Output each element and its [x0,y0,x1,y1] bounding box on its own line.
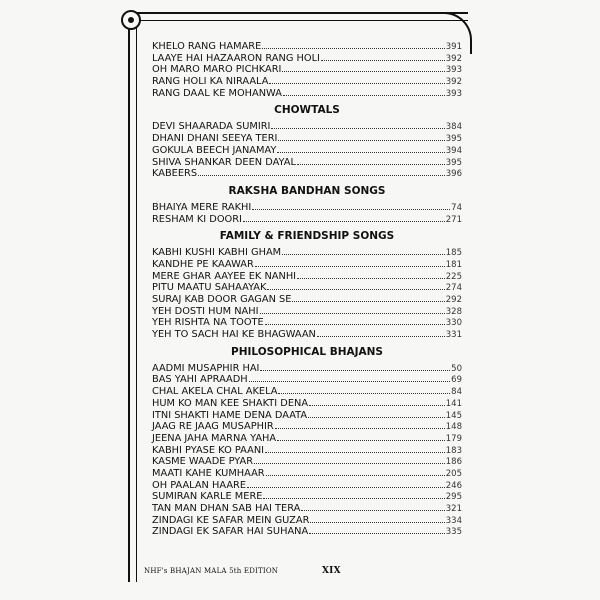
dot-leader [278,385,450,394]
entry-title: YEH TO SACH HAI KE BHAGWAAN [152,329,316,341]
left-border-rule [128,12,137,582]
dot-leader [278,132,444,141]
dot-leader [254,455,445,464]
entry-page-number: 183 [445,445,462,456]
entry-title: KABEERS [152,168,198,180]
entry-title: DEVI SHAARADA SUMIRI [152,121,271,133]
entry-title: ZINDAGI KE SAFAR MEIN GUZAR [152,514,310,526]
section-heading: PHILOSOPHICAL BHAJANS [231,345,383,358]
entry-page-number: 274 [445,283,462,294]
toc-entry [152,455,462,467]
dot-leader [260,362,450,371]
dot-leader [271,120,444,129]
dot-leader [297,270,445,279]
toc-entry [152,373,462,385]
entry-page-number: 148 [445,422,462,433]
page-number: XIX [322,566,341,576]
dot-leader [262,40,444,49]
entry-page-number: 384 [445,122,462,133]
section-heading: FAMILY & FRIENDSHIP SONGS [219,230,395,243]
dot-leader [301,502,444,511]
entry-title: SHIVA SHANKAR DEEN DAYAL [152,156,296,168]
entry-title: BHAIYA MERE RAKHI [152,201,252,213]
dot-leader [255,258,445,267]
entry-title: KABHI KUSHI KABHI GHAM [152,247,282,259]
entry-title: BAS YAHI APRAADH [152,374,248,386]
toc-entry [152,167,462,179]
section-heading: CHOWTALS [274,104,340,117]
entry-page-number: 141 [445,398,462,409]
toc-entry [152,213,462,225]
toc-entry [152,479,462,491]
entry-page-number: 321 [445,504,462,514]
toc-entry [152,432,462,444]
entry-page-number: 394 [445,145,462,156]
entry-page-number: 393 [445,65,462,76]
dot-leader [252,201,450,210]
dot-leader [309,397,445,406]
entry-title: RESHAM KI DOORI [152,213,242,225]
entry-page-number: 186 [445,457,462,468]
entry-page-number: 331 [445,330,462,341]
dot-leader [198,167,445,176]
entry-title: RANG DAAL KE MOHANWA [152,87,282,99]
dot-leader [282,246,445,255]
entry-title: SURAJ KAB DOOR GAGAN SE [152,294,292,305]
entry-title: YEH RISHTA NA TOOTE [152,317,264,329]
entry-title: HUM KO MAN KEE SHAKTI DENA [152,397,309,409]
entry-page-number: 330 [445,318,462,329]
entry-title: JEENA JAHA MARNA YAHA [152,432,277,444]
entry-title: KASME WAADE PYAR [152,456,254,468]
corner-ornament-icon [121,10,141,30]
entry-title: ITNI SHAKTI HAME DENA DAATA [152,409,308,421]
entry-page-number: 328 [445,306,462,317]
entry-page-number: 396 [445,169,462,180]
toc-entry [152,156,462,168]
toc-entry [152,444,462,456]
entry-page-number: 395 [445,134,462,145]
dot-leader [269,75,444,84]
entry-page-number: 179 [445,433,462,444]
toc-entry [152,305,462,317]
entry-title: DHANI DHANI SEEYA TERI [152,133,278,145]
entry-title: MERE GHAR AAYEE EK NANHI [152,270,297,282]
dot-leader [282,63,444,72]
entry-page-number: 205 [445,468,462,479]
entry-page-number: 181 [445,259,462,270]
entry-page-number: 225 [445,271,462,282]
entry-page-number: 292 [445,295,462,305]
entry-title: TAN MAN DHAN SAB HAI TERA [152,503,301,514]
entry-title: LAAYE HAI HAZAARON RANG HOLI [152,52,320,64]
toc-entry [152,409,462,421]
dot-leader [309,525,445,534]
toc-entry [152,316,462,328]
dot-leader [260,305,445,314]
entry-page-number: 145 [445,410,462,421]
entry-page-number: 69 [451,375,462,386]
entry-title: KABHI PYASE KO PAANI [152,444,265,456]
toc-entry [152,63,462,75]
dot-leader [308,409,445,418]
dot-leader [321,52,445,61]
toc-entry [152,87,462,99]
entry-page-number: 395 [445,157,462,168]
dot-leader [275,420,445,429]
entry-title: KANDHE PE KAAWAR [152,258,254,270]
entry-page-number: 393 [445,88,462,99]
top-border-rule [128,12,468,21]
entry-title: MAATI KAHE KUMHAAR [152,467,265,479]
entry-page-number: 271 [445,214,462,225]
entry-title: KHELO RANG HAMARE [152,41,262,52]
edition-text: NHF's BHAJAN MALA 5th EDITION [144,567,279,575]
toc-entry [152,132,462,144]
toc-entry [152,258,462,270]
toc-entry [152,385,462,397]
dot-leader [263,490,444,499]
entry-page-number: 334 [445,515,462,526]
entry-title: CHAL AKELA CHAL AKELA [152,386,278,398]
dot-leader [292,293,444,302]
toc-entry [152,75,462,87]
entry-page-number: 50 [451,363,462,374]
toc-entry [152,52,462,64]
entry-title: JAAG RE JAAG MUSAPHIR [152,421,274,433]
entry-page-number: 185 [445,248,462,259]
dot-leader [310,514,444,523]
dot-leader [249,373,451,382]
entry-page-number: 392 [445,53,462,64]
dot-leader [247,479,445,488]
toc-entry [152,40,462,52]
entry-page-number: 74 [451,202,462,213]
section-heading: RAKSHA BANDHAN SONGS [228,184,386,197]
toc-entry [152,281,462,293]
entry-page-number: 335 [445,527,462,538]
toc-entry [152,120,462,132]
toc-entry [152,490,462,502]
entry-page-number: 391 [445,42,462,52]
entry-page-number: 295 [445,492,462,503]
entry-title: YEH DOSTI HUM NAHI [152,305,259,317]
dot-leader [267,281,444,290]
toc-entry [152,293,462,305]
dot-leader [265,316,445,325]
toc-entry [152,270,462,282]
entry-title: ZINDAGI EK SAFAR HAI SUHANA [152,526,309,538]
toc-entry [152,525,462,537]
entry-title: AADMI MUSAPHIR HAI [152,362,260,374]
toc-entry [152,201,462,213]
dot-leader [277,432,445,441]
dot-leader [317,328,445,337]
toc-entry [152,144,462,156]
entry-title: PITU MAATU SAHAAYAK [152,282,267,294]
dot-leader [283,87,445,96]
toc-entry [152,502,462,514]
toc-entry [152,467,462,479]
page-footer [144,567,344,575]
table-of-contents [152,40,462,537]
entry-page-number: 392 [445,77,462,88]
dot-leader [277,144,444,153]
dot-leader [297,156,445,165]
entry-title: OH MARO MARO PICHKARI [152,64,282,76]
entry-title: GOKULA BEECH JANAMAY [152,144,277,156]
toc-entry [152,420,462,432]
entry-page-number: 246 [445,480,462,491]
toc-entry [152,328,462,340]
toc-entry [152,514,462,526]
toc-entry [152,397,462,409]
entry-title: RANG HOLI KA NIRAALA [152,76,269,88]
dot-leader [266,467,445,476]
entry-title: SUMIRAN KARLE MERE [152,491,263,503]
toc-entry [152,246,462,258]
dot-leader [243,213,445,222]
toc-entry [152,362,462,374]
entry-page-number: 84 [451,387,462,398]
dot-leader [265,444,445,453]
entry-title: OH PAALAN HAARE [152,479,247,491]
